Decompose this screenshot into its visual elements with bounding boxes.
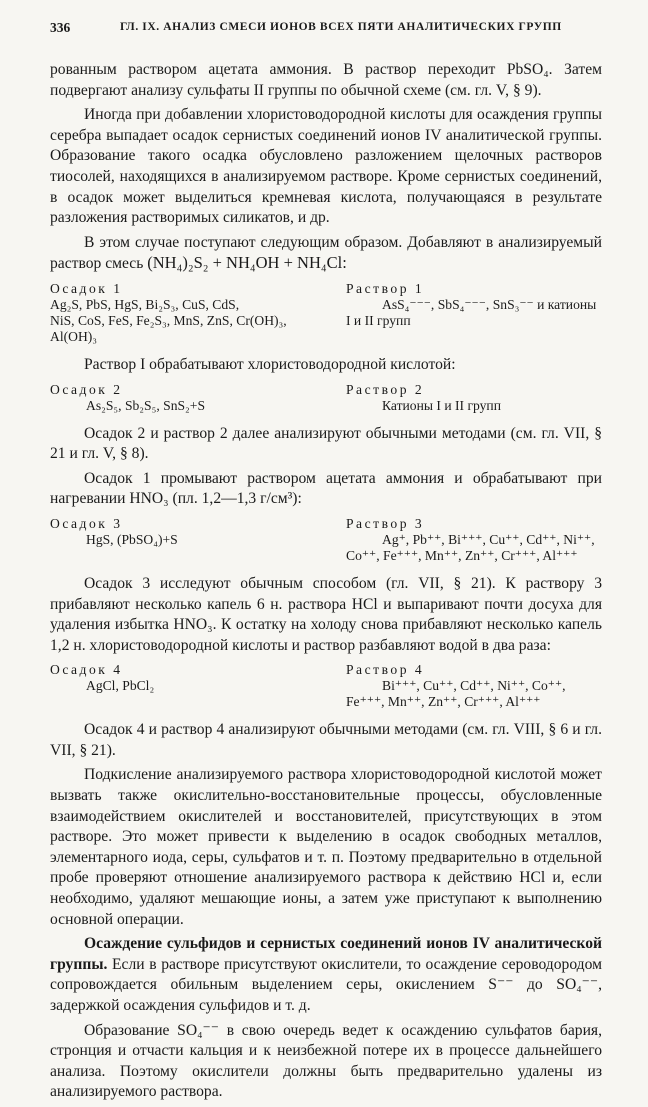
scheme-1 xyxy=(50,281,602,345)
paragraph: Образование SO₄⁻⁻ в свою очередь ведет к осаждению сульфатов бария, стронция и отчасти кальция и к неизбежной потере их в процессе дальнейшего анализа. Поэтому окислители должны быть предварительно удалены из анализируемого раствора. xyxy=(50,1021,602,1101)
scheme-right-line: Co⁺⁺, Fe⁺⁺⁺, Mn⁺⁺, Zn⁺⁺, Cr⁺⁺⁺, Al⁺⁺⁺ xyxy=(346,547,578,563)
paragraph: Осадок 2 и раствор 2 далее анализируют обычными методами (см. гл. VII, § 21 и гл. V, § 8). xyxy=(50,424,602,463)
scheme-right-line: I и II групп xyxy=(346,312,411,328)
paragraph: Иногда при добавлении хлористоводородной кислоты для осаждения группы серебра выпадает осадок сернистых соединений ионов IV аналитической группы. Образование такого осадка обусловлено разложением щелочных растворов тиосолей, находящихся в анализируемом растворе. Кроме сернистых соединений, в осадок может выделиться кремневая кислота, получающаяся в результате разложения растворимых силикатов, и др. xyxy=(50,106,602,227)
reagent-formula: (NH₄)₂S₂ + NH₄OH + NH₄Cl: xyxy=(147,253,347,273)
scheme-3 xyxy=(50,516,602,564)
paragraph: Осадок 3 исследуют обычным способом (гл. VII, § 21). К раствору 3 прибавляют несколько капель 6 н. раствора HCl и выпаривают почти досуха для удаления избытка HNO₃. К остатку на холоду снова прибавляют несколько капель 1,2 н. хлористоводородной кислоты и раствор разбавляют водой в два раза: xyxy=(50,574,602,654)
scheme-right-title: Раствор 3 xyxy=(346,515,425,531)
paragraph-text: В этом случае поступают следующим образом. Добавляют в анализируемый раствор смесь xyxy=(50,233,602,273)
page-number: 336 xyxy=(50,20,71,35)
scheme-left-line: NiS, CoS, FeS, Fe₂S₃, MnS, ZnS, Cr(OH)₃, xyxy=(50,312,287,328)
scheme-right-line: Ag⁺, Pb⁺⁺, Bi⁺⁺⁺, Cu⁺⁺, Cd⁺⁺, Ni⁺⁺, xyxy=(382,531,595,547)
scheme-left-line: HgS, (PbSO₄)+S xyxy=(86,531,178,547)
scheme-left-line: As₂S₅, Sb₂S₅, SnS₂+S xyxy=(86,397,206,413)
scheme-right-line: AsS₄⁻⁻⁻, SbS₄⁻⁻⁻, SnS₃⁻⁻ и катионы xyxy=(382,296,597,312)
scheme-left-line: Al(OH)₃ xyxy=(50,328,98,344)
paragraph xyxy=(50,934,602,1016)
paragraph-text: Если в растворе присутствуют окислители, то осаждение сероводородом сопровождается обильным выделением серы, окислением S⁻⁻ до SO₄⁻⁻, задержкой осаждения сульфидов и т. д. xyxy=(50,955,602,1014)
paragraph: рованным раствором ацетата аммония. В раствор переходит PbSO₄. Затем подвергают анализу сульфаты II группы по обычной схеме (см. гл. V, § 9). xyxy=(50,61,602,99)
paragraph: Осадок 4 и раствор 4 анализируют обычными методами (см. гл. VIII, § 6 и гл. VII, § 21). xyxy=(50,721,602,759)
scheme-right-title: Раствор 1 xyxy=(346,280,425,296)
scheme-left-line: AgCl, PbCl₂ xyxy=(86,678,155,694)
scheme-right-title: Раствор 4 xyxy=(346,662,425,678)
running-title: ГЛ. IX. АНАЛИЗ СМЕСИ ИОНОВ ВСЕХ ПЯТИ АНАЛИТИЧЕСКИХ ГРУПП xyxy=(120,21,562,33)
page-header xyxy=(50,20,610,42)
scheme-left-line: Ag₂S, PbS, HgS, Bi₂S₃, CuS, CdS, xyxy=(50,296,240,312)
scheme-right-title: Раствор 2 xyxy=(346,381,425,397)
page-body xyxy=(50,60,602,1107)
scheme-2 xyxy=(50,382,602,414)
paragraph: Раствор I обрабатывают хлористоводородной кислотой: xyxy=(84,355,456,373)
scheme-left-title: Осадок 4 xyxy=(50,662,123,678)
paragraph: Подкисление анализируемого раствора хлористоводородной кислотой может вызвать также окислительно-восстановительные процессы, обусловленные взаимодействием окислителей и восстановителей, присутствующих в этом растворе. Это может привести к выделению в осадок свободных металлов, элементарного иода, серы, сульфатов и т. п. Поэтому предварительно в отдельной пробе проверяют отношение анализируемого раствора к действию HCl и, если необходимо, удаляют мешающие ионы, а затем уже приступают к выполнению основной операции. xyxy=(50,766,602,928)
scheme-left-title: Осадок 3 xyxy=(50,515,123,531)
paragraph xyxy=(50,233,602,275)
scheme-right-line: Fe⁺⁺⁺, Mn⁺⁺, Zn⁺⁺, Cr⁺⁺⁺, Al⁺⁺⁺ xyxy=(346,694,541,710)
scheme-left-title: Осадок 1 xyxy=(50,280,123,296)
scheme-right-line: Bi⁺⁺⁺, Cu⁺⁺, Cd⁺⁺, Ni⁺⁺, Co⁺⁺, xyxy=(382,678,566,694)
scheme-right-line: Катионы I и II групп xyxy=(382,397,501,413)
scheme-left-title: Осадок 2 xyxy=(50,381,123,397)
section-heading: Осаждение сульфидов и сернистых соединений ионов IV аналитической группы. xyxy=(50,935,602,973)
paragraph: Осадок 1 промывают раствором ацетата аммония и обрабатывают при нагревании HNO₃ (пл. 1,2—1,3 г/см³): xyxy=(50,469,602,508)
scheme-4 xyxy=(50,662,602,710)
